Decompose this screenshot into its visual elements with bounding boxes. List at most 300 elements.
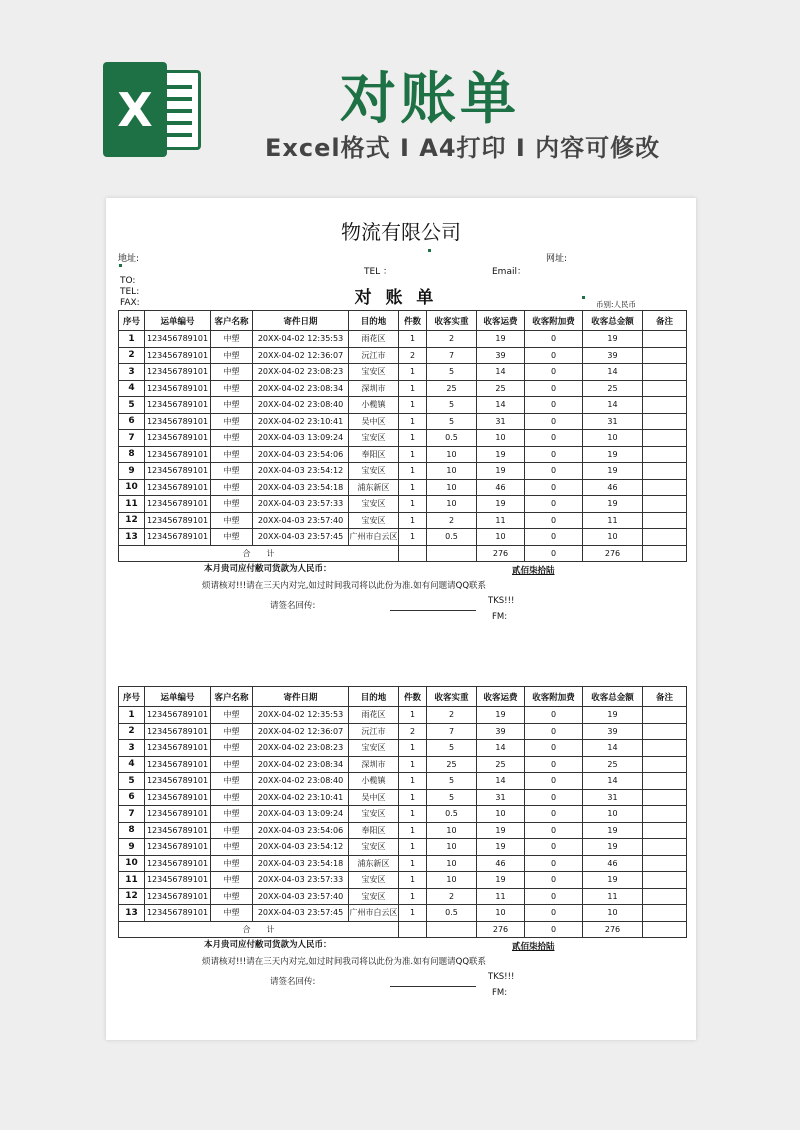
column-header-send-date: 寄件日期 (253, 687, 349, 707)
cell-pieces: 1 (399, 380, 427, 397)
cell-extra-fee: 0 (525, 413, 583, 430)
cell-freight: 19 (477, 496, 525, 513)
cell-weight: 0.5 (427, 430, 477, 447)
cell-freight: 19 (477, 331, 525, 348)
cell-send-date: 20XX-04-03 23:57:45 (253, 529, 349, 546)
cell-customer: 中塑 (211, 806, 253, 823)
cell-freight: 19 (477, 463, 525, 480)
cell-waybill: 123456789101 (145, 707, 211, 724)
cell-send-date: 20XX-04-03 23:57:45 (253, 905, 349, 922)
cell-extra-fee: 0 (525, 397, 583, 414)
email-label: Email： (492, 267, 526, 277)
cell-pieces: 1 (399, 740, 427, 757)
cell-total-amount: 10 (583, 905, 643, 922)
from-label: FM: (492, 612, 508, 622)
cell-weight: 7 (427, 347, 477, 364)
total-row (119, 921, 687, 938)
cell-extra-fee: 0 (525, 364, 583, 381)
cell-seq: 11 (119, 496, 145, 513)
cell-seq: 5 (119, 397, 145, 414)
column-header-extra-fee: 收客附加费 (525, 311, 583, 331)
cell-weight: 10 (427, 463, 477, 480)
cell-freight: 46 (477, 855, 525, 872)
cell-weight: 2 (427, 512, 477, 529)
cell-freight: 46 (477, 479, 525, 496)
cell-empty (427, 921, 477, 938)
cell-customer: 中塑 (211, 740, 253, 757)
cell-remark (643, 888, 687, 905)
cell-waybill: 123456789101 (145, 364, 211, 381)
cell-waybill: 123456789101 (145, 397, 211, 414)
cell-pieces: 1 (399, 789, 427, 806)
total-label: 合 计 (119, 545, 399, 562)
total-amount: 276 (583, 545, 643, 562)
cell-pieces: 1 (399, 707, 427, 724)
column-header-destination: 目的地 (349, 687, 399, 707)
cell-weight: 10 (427, 839, 477, 856)
cell-send-date: 20XX-04-03 23:54:06 (253, 446, 349, 463)
table-row (119, 496, 687, 513)
cell-marker (428, 249, 431, 252)
cell-remark (643, 364, 687, 381)
cell-total-amount: 14 (583, 364, 643, 381)
cell-extra-fee: 0 (525, 855, 583, 872)
cell-send-date: 20XX-04-03 23:54:12 (253, 839, 349, 856)
cell-destination: 深圳市 (349, 756, 399, 773)
sign-label: 请签名回传: (270, 601, 316, 611)
cell-customer: 中塑 (211, 888, 253, 905)
cell-seq: 3 (119, 364, 145, 381)
cell-freight: 11 (477, 888, 525, 905)
cell-send-date: 20XX-04-02 12:35:53 (253, 707, 349, 724)
table-row (119, 347, 687, 364)
cell-waybill: 123456789101 (145, 479, 211, 496)
cell-seq: 10 (119, 855, 145, 872)
cell-total-amount: 46 (583, 479, 643, 496)
cell-seq: 11 (119, 872, 145, 889)
cell-destination: 宝安区 (349, 496, 399, 513)
cell-remark (643, 756, 687, 773)
cell-total-amount: 19 (583, 872, 643, 889)
cell-extra-fee: 0 (525, 888, 583, 905)
cell-waybill: 123456789101 (145, 839, 211, 856)
table-row (119, 413, 687, 430)
cell-remark (643, 331, 687, 348)
cell-waybill: 123456789101 (145, 723, 211, 740)
cell-weight: 5 (427, 773, 477, 790)
column-header-send-date: 寄件日期 (253, 311, 349, 331)
cell-remark (643, 496, 687, 513)
table-row (119, 430, 687, 447)
cell-total-amount: 31 (583, 789, 643, 806)
cell-waybill: 123456789101 (145, 822, 211, 839)
cell-extra-fee: 0 (525, 723, 583, 740)
column-header-weight: 收客实重 (427, 687, 477, 707)
cell-pieces: 1 (399, 839, 427, 856)
cell-extra-fee: 0 (525, 463, 583, 480)
cell-remark (643, 707, 687, 724)
excel-x-icon: X (103, 62, 167, 157)
fax-label: FAX: (120, 298, 140, 308)
cell-customer: 中塑 (211, 430, 253, 447)
cell-extra-fee: 0 (525, 380, 583, 397)
total-extra-fee: 0 (525, 921, 583, 938)
cell-destination: 吴中区 (349, 789, 399, 806)
cell-freight: 10 (477, 806, 525, 823)
statement-table (118, 310, 687, 562)
cell-freight: 25 (477, 756, 525, 773)
cell-seq: 6 (119, 413, 145, 430)
cell-total-amount: 14 (583, 773, 643, 790)
cell-send-date: 20XX-04-02 23:08:23 (253, 740, 349, 757)
cell-remark (643, 397, 687, 414)
cell-freight: 10 (477, 529, 525, 546)
cell-remark (643, 446, 687, 463)
cell-extra-fee: 0 (525, 479, 583, 496)
cell-remark (643, 806, 687, 823)
cell-pieces: 1 (399, 446, 427, 463)
cell-send-date: 20XX-04-02 23:08:23 (253, 364, 349, 381)
cell-weight: 2 (427, 707, 477, 724)
cell-pieces: 1 (399, 806, 427, 823)
tel-label: TEL: (120, 287, 140, 297)
total-freight: 276 (477, 921, 525, 938)
cell-seq: 8 (119, 446, 145, 463)
cell-waybill: 123456789101 (145, 529, 211, 546)
cell-extra-fee: 0 (525, 496, 583, 513)
table-row (119, 740, 687, 757)
column-header-total-amount: 收客总金额 (583, 687, 643, 707)
cell-weight: 10 (427, 446, 477, 463)
cell-remark (643, 789, 687, 806)
company-name: 物流有限公司 (341, 220, 461, 244)
cell-remark (643, 512, 687, 529)
table-row (119, 512, 687, 529)
cell-customer: 中塑 (211, 773, 253, 790)
cell-waybill: 123456789101 (145, 413, 211, 430)
table-row (119, 446, 687, 463)
cell-destination: 深圳市 (349, 380, 399, 397)
cell-pieces: 1 (399, 430, 427, 447)
column-header-extra-fee: 收客附加费 (525, 687, 583, 707)
cell-seq: 1 (119, 707, 145, 724)
cell-waybill: 123456789101 (145, 446, 211, 463)
cell-customer: 中塑 (211, 512, 253, 529)
column-header-seq: 序号 (119, 311, 145, 331)
cell-send-date: 20XX-04-03 23:57:33 (253, 872, 349, 889)
cell-weight: 5 (427, 413, 477, 430)
cell-total-amount: 39 (583, 347, 643, 364)
column-header-seq: 序号 (119, 687, 145, 707)
table-row (119, 723, 687, 740)
cell-pieces: 2 (399, 723, 427, 740)
column-header-waybill: 运单编号 (145, 311, 211, 331)
cell-remark (643, 479, 687, 496)
payable-amount-words: 贰佰柒拾陆 (512, 566, 555, 576)
cell-send-date: 20XX-04-02 23:08:40 (253, 773, 349, 790)
cell-freight: 31 (477, 789, 525, 806)
cell-pieces: 1 (399, 822, 427, 839)
cell-remark (643, 905, 687, 922)
address-label: 地址: (118, 254, 140, 264)
table-row (119, 479, 687, 496)
cell-waybill: 123456789101 (145, 512, 211, 529)
cell-send-date: 20XX-04-02 12:36:07 (253, 347, 349, 364)
cell-waybill: 123456789101 (145, 855, 211, 872)
total-row (119, 545, 687, 562)
cell-customer: 中塑 (211, 463, 253, 480)
cell-send-date: 20XX-04-02 23:10:41 (253, 789, 349, 806)
column-header-total-amount: 收客总金额 (583, 311, 643, 331)
cell-marker (582, 296, 585, 299)
cell-empty (643, 921, 687, 938)
cell-weight: 0.5 (427, 806, 477, 823)
cell-extra-fee: 0 (525, 789, 583, 806)
cell-extra-fee: 0 (525, 347, 583, 364)
cell-weight: 5 (427, 789, 477, 806)
cell-seq: 1 (119, 331, 145, 348)
cell-customer: 中塑 (211, 380, 253, 397)
cell-customer: 中塑 (211, 855, 253, 872)
cell-destination: 浦东新区 (349, 479, 399, 496)
cell-weight: 7 (427, 723, 477, 740)
cell-pieces: 1 (399, 331, 427, 348)
table-row (119, 888, 687, 905)
cell-send-date: 20XX-04-03 23:54:06 (253, 822, 349, 839)
cell-customer: 中塑 (211, 347, 253, 364)
cell-remark (643, 872, 687, 889)
cell-extra-fee: 0 (525, 905, 583, 922)
cell-pieces: 1 (399, 773, 427, 790)
cell-extra-fee: 0 (525, 512, 583, 529)
cell-extra-fee: 0 (525, 756, 583, 773)
cell-weight: 5 (427, 740, 477, 757)
cell-seq: 9 (119, 463, 145, 480)
cell-customer: 中塑 (211, 496, 253, 513)
cell-remark (643, 413, 687, 430)
cell-seq: 2 (119, 723, 145, 740)
cell-seq: 10 (119, 479, 145, 496)
signature-line (390, 986, 476, 987)
cell-freight: 14 (477, 364, 525, 381)
column-header-freight: 收客运费 (477, 311, 525, 331)
cell-weight: 10 (427, 822, 477, 839)
cell-total-amount: 25 (583, 380, 643, 397)
cell-total-amount: 19 (583, 446, 643, 463)
total-label: 合 计 (119, 921, 399, 938)
cell-seq: 3 (119, 740, 145, 757)
cell-freight: 10 (477, 905, 525, 922)
column-header-waybill: 运单编号 (145, 687, 211, 707)
cell-waybill: 123456789101 (145, 806, 211, 823)
cell-weight: 0.5 (427, 905, 477, 922)
cell-customer: 中塑 (211, 756, 253, 773)
cell-send-date: 20XX-04-03 23:57:40 (253, 512, 349, 529)
cell-waybill: 123456789101 (145, 740, 211, 757)
cell-send-date: 20XX-04-02 23:08:40 (253, 397, 349, 414)
cell-extra-fee: 0 (525, 806, 583, 823)
cell-total-amount: 19 (583, 496, 643, 513)
cell-destination: 宝安区 (349, 364, 399, 381)
cell-destination: 宝安区 (349, 430, 399, 447)
table-row (119, 756, 687, 773)
cell-extra-fee: 0 (525, 331, 583, 348)
column-header-destination: 目的地 (349, 311, 399, 331)
cell-destination: 宝安区 (349, 806, 399, 823)
table-row (119, 364, 687, 381)
cell-send-date: 20XX-04-03 13:09:24 (253, 806, 349, 823)
cell-destination: 雨花区 (349, 331, 399, 348)
cell-pieces: 1 (399, 905, 427, 922)
cell-waybill: 123456789101 (145, 905, 211, 922)
cell-freight: 39 (477, 347, 525, 364)
cell-destination: 宝安区 (349, 740, 399, 757)
cell-total-amount: 19 (583, 839, 643, 856)
column-header-customer: 客户名称 (211, 311, 253, 331)
table-row (119, 331, 687, 348)
cell-extra-fee: 0 (525, 740, 583, 757)
column-header-pieces: 件数 (399, 687, 427, 707)
cell-pieces: 2 (399, 347, 427, 364)
column-header-remark: 备注 (643, 311, 687, 331)
currency-label: 币别:人民币 (596, 300, 637, 309)
cell-remark (643, 347, 687, 364)
cell-weight: 25 (427, 380, 477, 397)
column-header-remark: 备注 (643, 687, 687, 707)
cell-weight: 2 (427, 331, 477, 348)
cell-pieces: 1 (399, 529, 427, 546)
cell-pieces: 1 (399, 364, 427, 381)
cell-total-amount: 14 (583, 397, 643, 414)
cell-weight: 10 (427, 855, 477, 872)
cell-total-amount: 10 (583, 529, 643, 546)
total-freight: 276 (477, 545, 525, 562)
cell-send-date: 20XX-04-02 23:10:41 (253, 413, 349, 430)
cell-destination: 宝安区 (349, 463, 399, 480)
cell-seq: 8 (119, 822, 145, 839)
cell-send-date: 20XX-04-03 23:54:18 (253, 479, 349, 496)
column-header-weight: 收客实重 (427, 311, 477, 331)
cell-remark (643, 430, 687, 447)
cell-customer: 中塑 (211, 364, 253, 381)
cell-customer: 中塑 (211, 529, 253, 546)
table-row (119, 397, 687, 414)
site-label: 网址: (546, 254, 568, 264)
cell-seq: 4 (119, 380, 145, 397)
cell-customer: 中塑 (211, 723, 253, 740)
cell-total-amount: 19 (583, 463, 643, 480)
cell-freight: 11 (477, 512, 525, 529)
banner-subtitle: Excel格式 I A4打印 I 内容可修改 (265, 134, 661, 162)
cell-pieces: 1 (399, 756, 427, 773)
column-header-freight: 收客运费 (477, 687, 525, 707)
table-row (119, 529, 687, 546)
table-row (119, 463, 687, 480)
cell-seq: 6 (119, 789, 145, 806)
cell-seq: 7 (119, 430, 145, 447)
total-extra-fee: 0 (525, 545, 583, 562)
signature-line (390, 610, 476, 611)
sign-label: 请签名回传: (270, 977, 316, 987)
cell-send-date: 20XX-04-03 23:57:40 (253, 888, 349, 905)
cell-total-amount: 25 (583, 756, 643, 773)
cell-weight: 0.5 (427, 529, 477, 546)
payable-label: 本月贵司应付敝司货款为人民币： (204, 564, 332, 574)
cell-destination: 雨花区 (349, 707, 399, 724)
banner-title: 对账单 (340, 67, 520, 132)
table-row (119, 822, 687, 839)
cell-weight: 5 (427, 364, 477, 381)
cell-remark (643, 839, 687, 856)
cell-waybill: 123456789101 (145, 756, 211, 773)
cell-destination: 宝安区 (349, 839, 399, 856)
cell-remark (643, 773, 687, 790)
cell-pieces: 1 (399, 463, 427, 480)
cell-extra-fee: 0 (525, 446, 583, 463)
cell-empty (643, 545, 687, 562)
cell-customer: 中塑 (211, 839, 253, 856)
from-label: FM: (492, 988, 508, 998)
cell-seq: 13 (119, 529, 145, 546)
cell-customer: 中塑 (211, 331, 253, 348)
table-row (119, 806, 687, 823)
cell-destination: 小榄镇 (349, 773, 399, 790)
cell-freight: 19 (477, 872, 525, 889)
cell-seq: 2 (119, 347, 145, 364)
cell-customer: 中塑 (211, 413, 253, 430)
cell-marker (119, 264, 122, 267)
cell-weight: 25 (427, 756, 477, 773)
cell-pieces: 1 (399, 512, 427, 529)
cell-empty (427, 545, 477, 562)
cell-remark (643, 380, 687, 397)
payable-amount-words: 贰佰柒拾陆 (512, 942, 555, 952)
cell-destination: 吴中区 (349, 413, 399, 430)
cell-extra-fee: 0 (525, 707, 583, 724)
cell-customer: 中塑 (211, 479, 253, 496)
cell-waybill: 123456789101 (145, 789, 211, 806)
cell-send-date: 20XX-04-03 23:54:12 (253, 463, 349, 480)
cell-destination: 奉阳区 (349, 822, 399, 839)
cell-freight: 19 (477, 822, 525, 839)
column-header-pieces: 件数 (399, 311, 427, 331)
cell-extra-fee: 0 (525, 430, 583, 447)
cell-send-date: 20XX-04-03 13:09:24 (253, 430, 349, 447)
cell-customer: 中塑 (211, 905, 253, 922)
total-amount: 276 (583, 921, 643, 938)
cell-weight: 10 (427, 479, 477, 496)
cell-destination: 宝安区 (349, 512, 399, 529)
tel-mid-label: TEL ： (364, 267, 393, 277)
cell-seq: 9 (119, 839, 145, 856)
column-header-customer: 客户名称 (211, 687, 253, 707)
cell-extra-fee: 0 (525, 773, 583, 790)
document-page (106, 198, 696, 1040)
cell-pieces: 1 (399, 397, 427, 414)
cell-total-amount: 10 (583, 430, 643, 447)
cell-total-amount: 14 (583, 740, 643, 757)
cell-pieces: 1 (399, 496, 427, 513)
cell-freight: 14 (477, 773, 525, 790)
cell-waybill: 123456789101 (145, 463, 211, 480)
cell-freight: 14 (477, 397, 525, 414)
cell-total-amount: 31 (583, 413, 643, 430)
cell-remark (643, 822, 687, 839)
cell-customer: 中塑 (211, 446, 253, 463)
cell-pieces: 1 (399, 413, 427, 430)
cell-customer: 中塑 (211, 789, 253, 806)
cell-destination: 小榄镇 (349, 397, 399, 414)
